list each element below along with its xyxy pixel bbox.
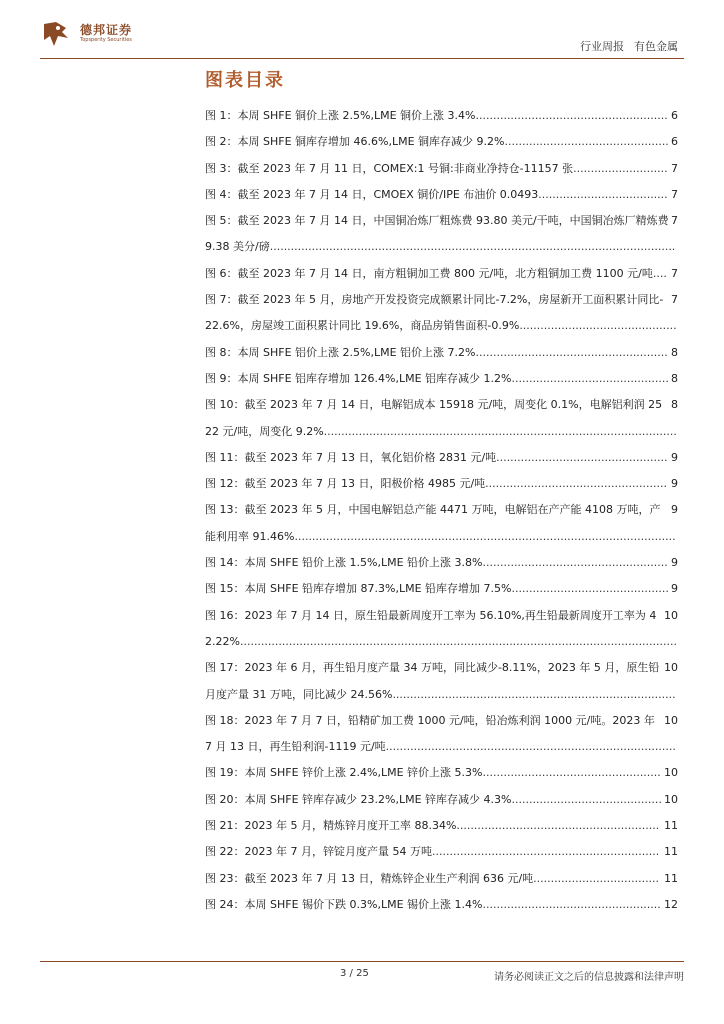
company-logo (40, 18, 180, 54)
toc-dot-leader: ................................................... (482, 766, 661, 780)
toc-entry[interactable] (205, 182, 678, 208)
toc-entry-page[interactable]: 10 (664, 792, 678, 806)
toc-entry-text[interactable]: 图 14：本周 SHFE 铅价上涨 1.5%,LME 铅价上涨 3.8% (205, 556, 483, 570)
footer-disclaimer: 请务必阅读正文之后的信息披露和法律声明 (494, 972, 684, 983)
toc-dot-leader: ................................................................. (431, 845, 660, 859)
toc-dot-leader: ..................................................... (482, 556, 668, 570)
toc-entry-page[interactable]: 9 (671, 556, 678, 570)
toc-entry-text[interactable]: 图 16：2023 年 7 月 14 日，原生铅最新周度开工率为 56.10%,再生铅最新周度开工率为 42.22% (205, 608, 657, 648)
toc-dot-leader: ................................................................................. (392, 687, 676, 701)
toc-entry-page[interactable]: 7 (671, 266, 678, 280)
toc-dot-leader: ....................................................... (475, 345, 668, 359)
toc-dot-leader: ..................................................................................................... (323, 424, 677, 438)
page-header (40, 18, 684, 58)
toc-entry-text[interactable]: 图 23：截至 2023 年 7 月 13 日，精炼锌企业生产利润 636 元/吨 (205, 871, 534, 885)
toc-entry-text[interactable]: 图 7：截至 2023 年 5 月，房地产开发投资完成额累计同比-7.2%，房屋新开工面积累计同比-22.6%，房屋竣工面积累计同比 19.6%，商品房销售面积-0.9% (205, 293, 664, 333)
brand-name: 德邦证券 (80, 23, 133, 37)
toc-entry-text[interactable]: 图 5：截至 2023 年 7 月 14 日，中国铜冶炼厂粗炼费 93.80 美元/干吨，中国铜冶炼厂精炼费 9.38 美分/磅 (205, 214, 669, 254)
toc-entry-text[interactable]: 图 10：截至 2023 年 7 月 14 日，电解铝成本 15918 元/吨，周变化 0.1%，电解铝利润 2522 元/吨，周变化 9.2% (205, 398, 663, 438)
toc-entry[interactable] (205, 445, 678, 471)
toc-entry[interactable] (205, 103, 678, 129)
toc-entry-text[interactable]: 图 20：本周 SHFE 锌库存减少 23.2%,LME 锌库存减少 4.3% (205, 792, 512, 806)
toc-entry[interactable] (205, 866, 678, 892)
toc-dot-leader: ................................................... (482, 897, 661, 911)
toc-entry-text[interactable]: 图 9：本周 SHFE 铝库存增加 126.4%,LME 铝库存减少 1.2% (205, 371, 512, 385)
toc-entry-page[interactable]: 6 (671, 109, 678, 122)
toc-entry-text[interactable]: 图 4：截至 2023 年 7 月 14 日，CMOEX 铜价/IPE 布油价 0.0493 (205, 187, 539, 201)
toc-entry[interactable] (205, 497, 678, 550)
toc-entry-text[interactable]: 图 12：截至 2023 年 7 月 13 日，阳极价格 4985 元/吨 (205, 477, 486, 491)
logo-mark-icon (40, 18, 72, 50)
toc-dot-leader: ................................................................................... (385, 740, 676, 754)
toc-entry-page[interactable]: 10 (664, 713, 678, 727)
toc-entry[interactable] (205, 550, 678, 576)
toc-entry[interactable] (205, 839, 678, 865)
toc-entry[interactable] (205, 708, 678, 761)
toc-entry[interactable] (205, 787, 678, 813)
toc-entry-page[interactable]: 6 (671, 135, 678, 149)
toc-entry-page[interactable]: 8 (671, 371, 678, 385)
toc-entry-text[interactable]: 图 22：2023 年 7 月，锌锭月度产量 54 万吨 (205, 845, 432, 859)
toc-entry-page[interactable]: 11 (664, 871, 678, 885)
toc-dot-leader: .................................... (533, 871, 660, 885)
toc-entry[interactable] (205, 655, 678, 708)
toc-entry-page[interactable]: 9 (671, 503, 678, 517)
toc-entry-page[interactable]: 12 (664, 897, 678, 911)
toc-dot-leader: ....................................................... (475, 109, 668, 122)
toc-entry[interactable] (205, 471, 678, 497)
toc-dot-leader: .... (652, 266, 667, 280)
toc-dot-leader: ........................................... (511, 792, 662, 806)
toc-entry-page[interactable]: 8 (671, 398, 678, 412)
toc-entry[interactable] (205, 813, 678, 839)
toc-entry[interactable] (205, 156, 678, 182)
footer-divider (40, 961, 684, 962)
toc-dot-leader: ............................................... (504, 135, 669, 149)
toc-entry[interactable] (205, 760, 678, 786)
toc-entry[interactable] (205, 287, 678, 340)
toc-entry-text[interactable]: 图 3：截至 2023 年 7 月 11 日，COMEX:1 号铜:非商业净持仓-11157 张 (205, 161, 574, 175)
toc-entry-text[interactable]: 图 18：2023 年 7 月 7 日，铅精矿加工费 1000 元/吨，铅冶炼利润 1000 元/吨。2023 年 7 月 13 日，再生铅利润-1119 元/吨 (205, 713, 655, 754)
toc-entry-page[interactable]: 11 (664, 845, 678, 859)
toc-entry[interactable] (205, 129, 678, 155)
toc-entry[interactable] (205, 340, 678, 366)
page-number: 3 / 25 (340, 968, 369, 979)
toc-entry-text[interactable]: 图 11：截至 2023 年 7 月 13 日，氧化铝价格 2831 元/吨 (205, 450, 497, 464)
toc-dot-leader: .......................................................... (456, 819, 660, 833)
report-category (580, 38, 678, 54)
toc-entry-text[interactable]: 图 24：本周 SHFE 锡价下跌 0.3%,LME 锡价上涨 1.4% (205, 897, 483, 911)
toc-entry-page[interactable]: 9 (671, 582, 678, 596)
toc-dot-leader: .................................................................................................................... (269, 240, 676, 254)
toc-entry-page[interactable]: 7 (671, 293, 678, 307)
toc-entry-text[interactable]: 图 2：本周 SHFE 铜库存增加 46.6%,LME 铜库存减少 9.2% (205, 135, 505, 149)
brand-subtitle: Topsperity Securities (80, 37, 132, 43)
toc-entry-page[interactable]: 8 (671, 345, 678, 359)
toc-entry[interactable] (205, 261, 678, 287)
toc-dot-leader: ............................................. (519, 319, 677, 333)
toc-dot-leader: ............................................. (511, 582, 669, 596)
toc-entry[interactable] (205, 392, 678, 445)
toc-dot-leader: ............................................................................................................. (294, 529, 676, 543)
toc-dot-leader: ..................................... (538, 187, 668, 201)
toc-entry[interactable] (205, 366, 678, 392)
toc-entry-page[interactable]: 10 (664, 608, 678, 622)
toc-entry[interactable] (205, 892, 678, 918)
toc-dot-leader: ............................................. (511, 371, 669, 385)
toc-entry-page[interactable]: 7 (671, 187, 678, 201)
toc-entry[interactable] (205, 603, 678, 656)
toc-entry-text[interactable]: 图 1：本周 SHFE 铜价上涨 2.5%,LME 铜价上涨 3.4% (205, 109, 476, 122)
toc-entry-text[interactable]: 图 21：2023 年 5 月，精炼锌月度开工率 88.34% (205, 819, 457, 833)
toc-dot-leader: .................................................... (485, 477, 667, 491)
toc-entry-page[interactable]: 7 (671, 161, 678, 175)
toc-entry-text[interactable]: 图 15：本周 SHFE 铅库存增加 87.3%,LME 铅库存增加 7.5% (205, 582, 512, 596)
toc-entry-text[interactable]: 图 13：截至 2023 年 5 月，中国电解铝总产能 4471 万吨，电解铝在产产能 4108 万吨，产能利用率 91.46% (205, 503, 661, 543)
toc-entry-text[interactable]: 图 19：本周 SHFE 锌价上涨 2.4%,LME 锌价上涨 5.3% (205, 766, 483, 780)
toc-entry[interactable] (205, 208, 678, 261)
toc-entry[interactable] (205, 576, 678, 602)
toc-entry-page[interactable]: 9 (671, 450, 678, 464)
toc-entry-text[interactable]: 图 17：2023 年 6 月，再生铅月度产量 34 万吨，同比减少-8.11%，2023 年 5 月，原生铅月度产量 31 万吨，同比减少 24.56% (205, 661, 660, 701)
toc-entry-page[interactable]: 7 (671, 214, 678, 228)
toc-entry-page[interactable]: 10 (664, 661, 678, 675)
toc-list (205, 103, 678, 918)
toc-dot-leader: ............................................................................................................................. (239, 634, 678, 648)
toc-entry-text[interactable]: 图 8：本周 SHFE 铝价上涨 2.5%,LME 铝价上涨 7.2% (205, 345, 476, 359)
toc-entry-page[interactable]: 10 (664, 766, 678, 780)
header-divider (40, 58, 684, 59)
industry-label: 有色金属 (634, 40, 678, 53)
toc-title: 图表目录 (205, 70, 285, 91)
toc-entry-page[interactable]: 9 (671, 477, 678, 491)
toc-dot-leader: ........................... (573, 161, 668, 175)
toc-dot-leader: ................................................. (496, 450, 668, 464)
toc-entry-page[interactable]: 11 (664, 819, 678, 833)
toc-entry-text[interactable]: 图 6：截至 2023 年 7 月 14 日，南方粗铜加工费 800 元/吨，北方粗铜加工费 1100 元/吨 (205, 266, 653, 280)
report-type: 行业周报 (580, 40, 624, 53)
